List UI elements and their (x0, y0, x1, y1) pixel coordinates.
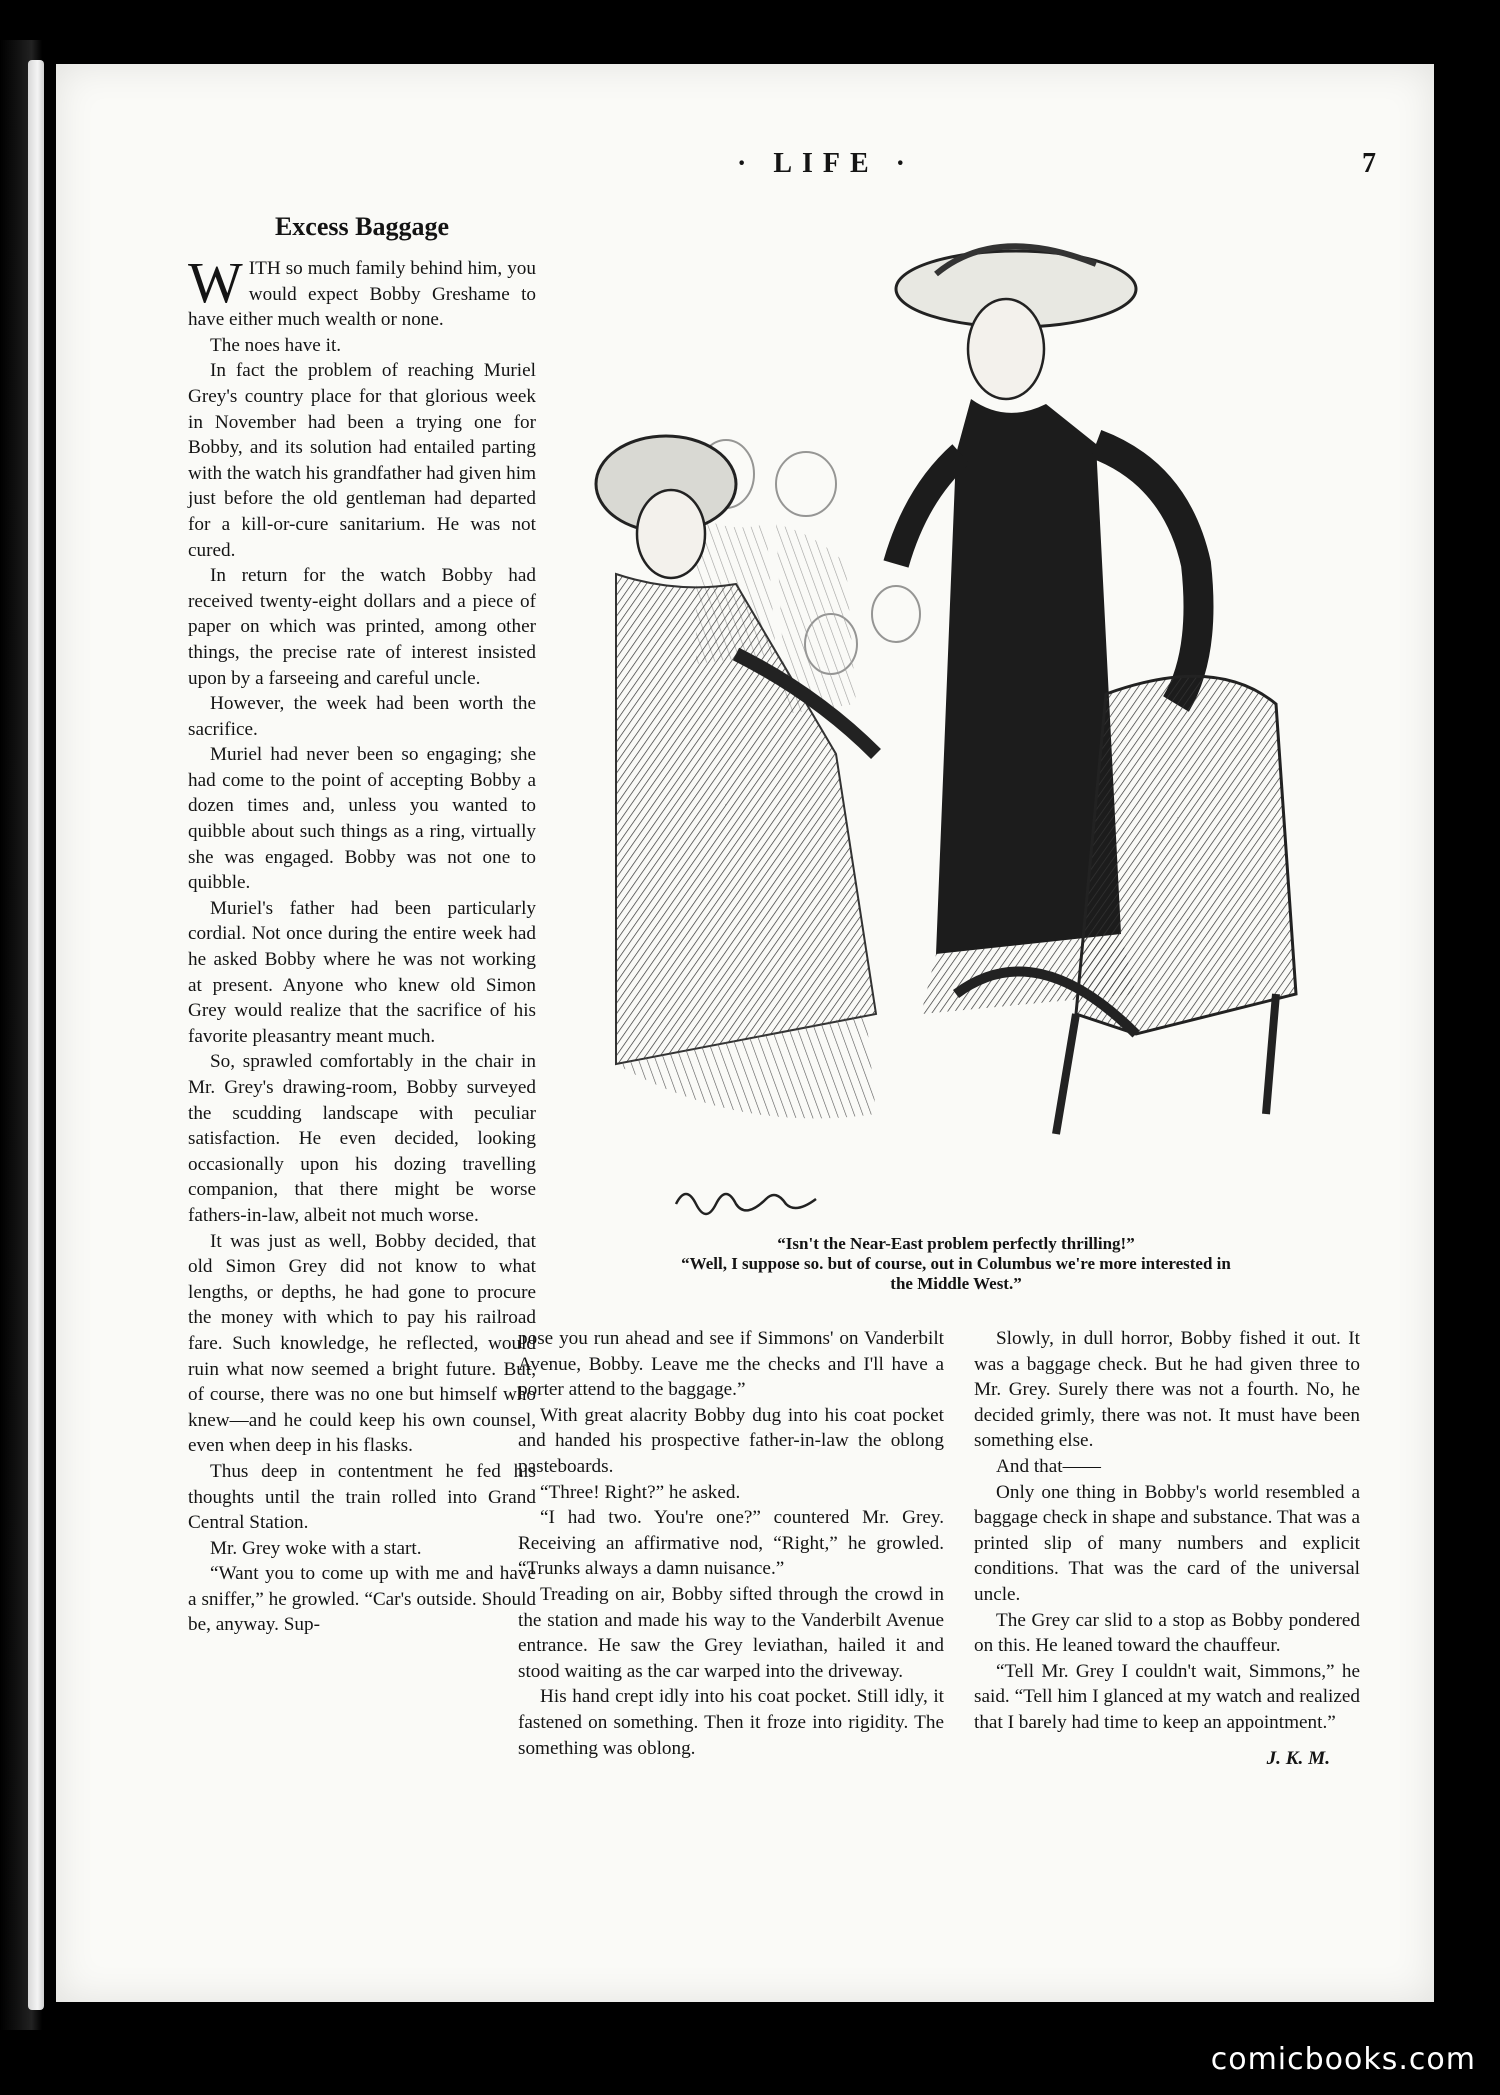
paragraph: In return for the watch Bobby had received twenty-eight dollars and a piece of paper on which was printed, among other things, the precise rate of interest insisted upon by a farseeing and careful uncle. (188, 565, 536, 689)
paragraph: “Want you to come up with me and have a sniffer,” he growled. “Car's outside. Should be, anyway. Sup- (188, 1563, 536, 1636)
column-3-body (974, 1326, 1360, 1736)
caption-line-1: “Isn't the Near-East problem perfectly thrilling!” (777, 1234, 1135, 1253)
column-1-body (188, 250, 536, 1638)
column-2-body (518, 1326, 944, 1761)
paragraph: Muriel's father had been particularly cordial. Not once during the entire week had he asked Bobby where he was not working at present. Anyone who knew old Simon Grey would realize that the sacrifice of his favorite pleasantry meant much. (188, 897, 536, 1047)
paragraph: It was just as well, Bobby decided, that old Simon Grey did not know to what lengths, or depths, he had gone to procure the money with which to pay his railroad fare. Such knowledge, he reflected, would ruin what now seemed a bright future. But, of course, there was no one but himself who knew—and he could keep his own counsel, even when deep in his flasks. (188, 1230, 536, 1457)
caption-line-3: the Middle West.” (890, 1274, 1022, 1293)
paragraph: So, sprawled comfortably in the chair in Mr. Grey's drawing-room, Bobby surveyed the scudding landscape with peculiar satisfaction. He even decided, looking occasionally upon his dozing travelling companion, that there might be worse fathers-in-law, albeit not much worse. (188, 1051, 536, 1226)
illustration-caption (546, 1234, 1366, 1294)
paragraph: The Grey car slid to a stop as Bobby pondered on this. He leaned toward the chauffeur. (974, 1609, 1360, 1657)
author-signature: J. K. M. (1266, 1747, 1330, 1769)
article-column-1 (188, 212, 536, 1638)
paragraph: With great alacrity Bobby dug into his coat pocket and handed his prospective father-in-law the oblong pasteboards. (518, 1404, 944, 1477)
magazine-header: · LIFE · (736, 148, 916, 179)
paragraph: Thus deep in contentment he fed his thoughts until the train rolled into Grand Central Station. (188, 1460, 536, 1534)
paragraph: In fact the problem of reaching Muriel Grey's country place for that glorious week in November had been a trying one for Bobby, and its solution had entailed parting with the watch his grandfather had given him just before the old gentleman had departed for a kill-or-cure sanitarium. He was not cured. (188, 360, 536, 561)
paragraph: And that—— (996, 1455, 1101, 1477)
watermark: comicbooks.com (1210, 2042, 1476, 2077)
page-number: 7 (1362, 148, 1376, 179)
paragraph: His hand crept idly into his coat pocket. Still idly, it fastened on something. Then it froze into rigidity. The something was oblong. (518, 1686, 944, 1759)
paragraph: Slowly, in dull horror, Bobby fished it out. It was a baggage check. But he had given three to Mr. Grey. Surely there was not a fourth. No, he decided grimly, there was not. It must have been something else. (974, 1328, 1360, 1452)
paragraph: Mr. Grey woke with a start. (210, 1537, 422, 1559)
article-column-2 (518, 1326, 944, 1761)
illustration-two-women (576, 234, 1366, 1224)
magazine-page (56, 64, 1434, 2002)
paragraph: ITH so much family behind him, you would expect Bobby Greshame to have either much wealth or none. (188, 258, 536, 331)
article-column-3 (974, 1326, 1360, 1771)
previous-page-edge (28, 60, 44, 2010)
paragraph: “I had two. You're one?” countered Mr. Grey. Receiving an affirmative nod, “Right,” he growled. “Trunks always a damn nuisance.” (518, 1507, 944, 1580)
paragraph: Only one thing in Bobby's world resembled a baggage check in shape and substance. That was a printed slip of many numbers and explicit conditions. That was the card of the universal uncle. (974, 1481, 1360, 1605)
paragraph: “Three! Right?” he asked. (540, 1481, 741, 1503)
paragraph: The noes have it. (210, 334, 342, 356)
paragraph: pose you run ahead and see if Simmons' on Vanderbilt Avenue, Bobby. Leave me the checks and I'll have a porter attend to the baggage.” (518, 1328, 944, 1401)
paragraph: However, the week had been worth the sacrifice. (188, 693, 536, 740)
drop-cap: W (188, 250, 243, 315)
artist-signature (676, 1194, 816, 1214)
caption-line-2: “Well, I suppose so. but of course, out in Columbus we're more interested in (681, 1254, 1231, 1273)
paragraph: Muriel had never been so engaging; she had come to the point of accepting Bobby a dozen times and, unless you wanted to quibble about such things as a ring, virtually she was engaged. Bobby was not one to quibble. (188, 744, 536, 894)
paragraph: “Tell Mr. Grey I couldn't wait, Simmons,” he said. “Tell him I glanced at my watch and realized that I barely had time to keep an appointment.” (974, 1660, 1360, 1733)
paragraph: Treading on air, Bobby sifted through the crowd in the station and made his way to the Vanderbilt Avenue entrance. He saw the Grey leviathan, hailed it and stood waiting as the car warped into the driveway. (518, 1583, 944, 1682)
article-title: Excess Baggage (274, 212, 450, 241)
